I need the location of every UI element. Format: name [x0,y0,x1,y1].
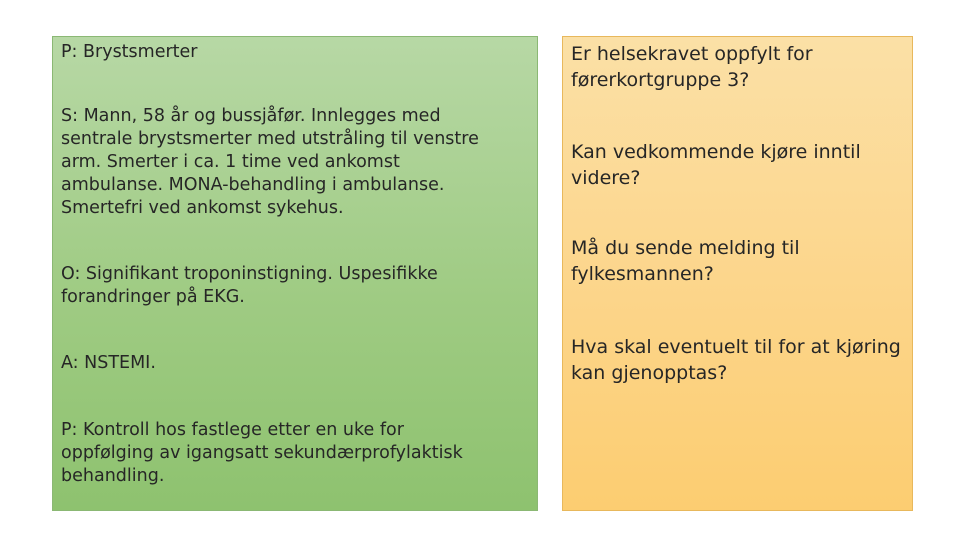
question-2: Kan vedkommende kjøre inntil videre? [571,141,861,189]
questions-panel [562,36,913,511]
objective-text: O: Signifikant troponinstigning. Uspesifikke forandringer på EKG. [61,264,438,307]
subjective-text: S: Mann, 58 år og bussjåfør. Innlegges med sentrale brystsmerter med utstråling til venstre arm. Smerter i ca. 1 time ved ankomst ambulanse. MONA-behandling i ambulanse. Smertefri ved ankomst sykehus. [61,106,479,218]
assessment-text: A: NSTEMI. [61,353,156,373]
question-3: Må du sende melding til fylkesmannen? [571,237,800,285]
question-1: Er helsekravet oppfylt for førerkortgruppe 3? [571,43,813,91]
plan-text: P: Kontroll hos fastlege etter en uke for oppfølging av igangsatt sekundærprofylaktisk behandling. [61,420,463,486]
question-4: Hva skal eventuelt til for at kjøring kan gjenopptas? [571,336,901,384]
problem-text: P: Brystsmerter [61,42,198,62]
soap-note-panel [52,36,538,511]
